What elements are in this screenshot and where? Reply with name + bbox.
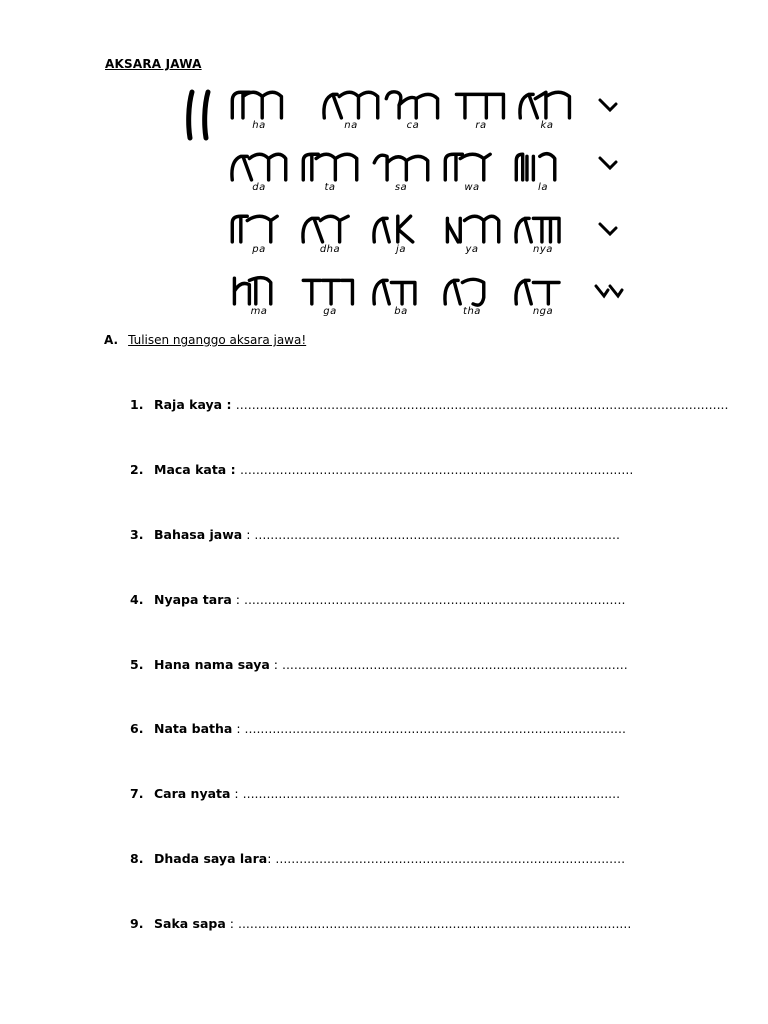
aksara-ma-icon <box>228 270 290 310</box>
aksara-latin-label: sa <box>394 182 408 193</box>
section-instruction: Tulisen nganggo aksara jawa! <box>128 333 307 347</box>
exercise-item[interactable] <box>130 397 729 412</box>
aksara-ja-icon <box>370 208 432 248</box>
aksara-latin-label: ja <box>396 244 406 255</box>
aksara-latin-label: nga <box>532 306 554 317</box>
aksara-cell-da <box>228 146 290 202</box>
aksara-latin-label: la <box>538 182 548 193</box>
answer-line[interactable]: ................................................................................................... <box>239 462 634 477</box>
aksara-wa-icon <box>441 146 503 186</box>
answer-line[interactable]: ................................................................................................ <box>244 721 626 736</box>
answer-line[interactable]: ................................................................................................... <box>237 916 632 931</box>
exercise-separator: : <box>267 851 276 866</box>
exercise-word: Maca kata <box>154 462 227 477</box>
aksara-cell-ka <box>516 84 578 140</box>
aksara-cell-dha <box>299 208 361 264</box>
aksara-cell-nga <box>512 270 574 326</box>
aksara-chart <box>180 84 620 324</box>
aksara-cell-ha <box>228 84 290 140</box>
exercise-number: 4. <box>130 592 144 607</box>
exercise-item[interactable] <box>130 786 620 801</box>
aksara-latin-label: ra <box>475 120 487 131</box>
exercise-word: Bahasa jawa <box>154 527 243 542</box>
exercise-number: 3. <box>130 527 144 542</box>
aksara-latin-label: da <box>252 182 266 193</box>
aksara-cell-ra <box>450 84 512 140</box>
aksara-latin-label: na <box>344 120 358 131</box>
section-a-heading <box>104 333 306 347</box>
exercise-item[interactable] <box>130 462 633 477</box>
aksara-ga-icon <box>299 270 361 310</box>
aksara-dha-icon <box>299 208 361 248</box>
aksara-da-icon <box>228 146 290 186</box>
aksara-ha-icon <box>228 84 290 124</box>
aksara-cell-la <box>512 146 574 202</box>
pada-lingsa-icon <box>596 96 620 116</box>
aksara-ta-icon <box>299 146 361 186</box>
exercise-item[interactable] <box>130 657 628 672</box>
exercise-word: Dhada saya lara <box>154 851 268 866</box>
aksara-latin-label: ka <box>540 120 554 131</box>
exercise-number: 6. <box>130 721 144 736</box>
aksara-ka-icon <box>516 84 578 124</box>
exercise-item[interactable] <box>130 916 631 931</box>
exercise-separator: : <box>242 527 255 542</box>
aksara-latin-label: dha <box>319 244 341 255</box>
aksara-cell-ga <box>299 270 361 326</box>
aksara-cell-nya <box>512 208 574 264</box>
exercise-word: Nyapa tara <box>154 592 232 607</box>
exercise-item[interactable] <box>130 527 620 542</box>
aksara-na-icon <box>320 84 382 124</box>
exercise-separator: : <box>222 397 236 412</box>
aksara-cell-ma <box>228 270 290 326</box>
aksara-ba-icon <box>370 270 432 310</box>
exercise-number: 5. <box>130 657 144 672</box>
page-title: AKSARA JAWA <box>105 57 202 71</box>
aksara-cell-pa <box>228 208 290 264</box>
aksara-pa-icon <box>228 208 290 248</box>
aksara-cell-tha <box>441 270 503 326</box>
answer-line[interactable]: ............................................................................................... <box>242 786 621 801</box>
aksara-latin-label: ta <box>324 182 336 193</box>
exercise-item[interactable] <box>130 592 625 607</box>
aksara-tha-icon <box>441 270 503 310</box>
aksara-cell-sa <box>370 146 432 202</box>
aksara-nya-icon <box>512 208 574 248</box>
aksara-latin-label: ya <box>465 244 479 255</box>
aksara-cell-wa <box>441 146 503 202</box>
aksara-latin-label: pa <box>252 244 266 255</box>
aksara-ya-icon <box>441 208 503 248</box>
aksara-latin-label: ba <box>394 306 408 317</box>
answer-line[interactable]: ........................................................................................ <box>275 851 626 866</box>
exercise-number: 8. <box>130 851 144 866</box>
answer-line[interactable]: ............................................................................................................................ <box>235 397 729 412</box>
aksara-cell-ca <box>382 84 444 140</box>
aksara-latin-label: ca <box>406 120 420 131</box>
aksara-cell-na <box>320 84 382 140</box>
exercise-word: Saka sapa <box>154 916 226 931</box>
exercise-separator: : <box>269 657 282 672</box>
aksara-cell-ba <box>370 270 432 326</box>
aksara-ca-icon <box>382 84 444 124</box>
aksara-cell-ya <box>441 208 503 264</box>
aksara-sa-icon <box>370 146 432 186</box>
exercise-item[interactable] <box>130 721 626 736</box>
exercise-separator: : <box>226 462 240 477</box>
aksara-latin-label: ma <box>250 306 268 317</box>
answer-line[interactable]: ............................................................................................ <box>254 527 620 542</box>
pada-lungsi-icon <box>592 282 628 302</box>
aksara-latin-label: nya <box>533 244 553 255</box>
exercise-word: Nata batha <box>154 721 233 736</box>
aksara-cell-ja <box>370 208 432 264</box>
answer-line[interactable]: ................................................................................................ <box>243 592 626 607</box>
section-letter: A. <box>104 333 119 347</box>
aksara-latin-label: tha <box>463 306 481 317</box>
exercise-word: Raja kaya <box>154 397 223 412</box>
exercise-word: Hana nama saya <box>154 657 270 672</box>
answer-line[interactable]: ....................................................................................... <box>281 657 628 672</box>
exercise-number: 2. <box>130 462 144 477</box>
pada-lingsa-icon <box>596 154 620 174</box>
pada-lingsa-icon <box>596 220 620 240</box>
exercise-number: 1. <box>130 397 144 412</box>
aksara-nga-icon <box>512 270 574 310</box>
aksara-cell-ta <box>299 146 361 202</box>
exercise-number: 9. <box>130 916 144 931</box>
pada-adeg-icon <box>184 86 224 146</box>
aksara-la-icon <box>512 146 574 186</box>
exercise-word: Cara nyata <box>154 786 231 801</box>
exercise-item[interactable] <box>130 851 625 866</box>
exercise-separator: : <box>230 786 243 801</box>
exercise-separator: : <box>232 721 245 736</box>
exercise-separator: : <box>231 592 244 607</box>
aksara-latin-label: wa <box>464 182 480 193</box>
aksara-latin-label: ha <box>252 120 266 131</box>
exercise-number: 7. <box>130 786 144 801</box>
exercise-separator: : <box>225 916 238 931</box>
aksara-latin-label: ga <box>323 306 337 317</box>
aksara-ra-icon <box>450 84 512 124</box>
